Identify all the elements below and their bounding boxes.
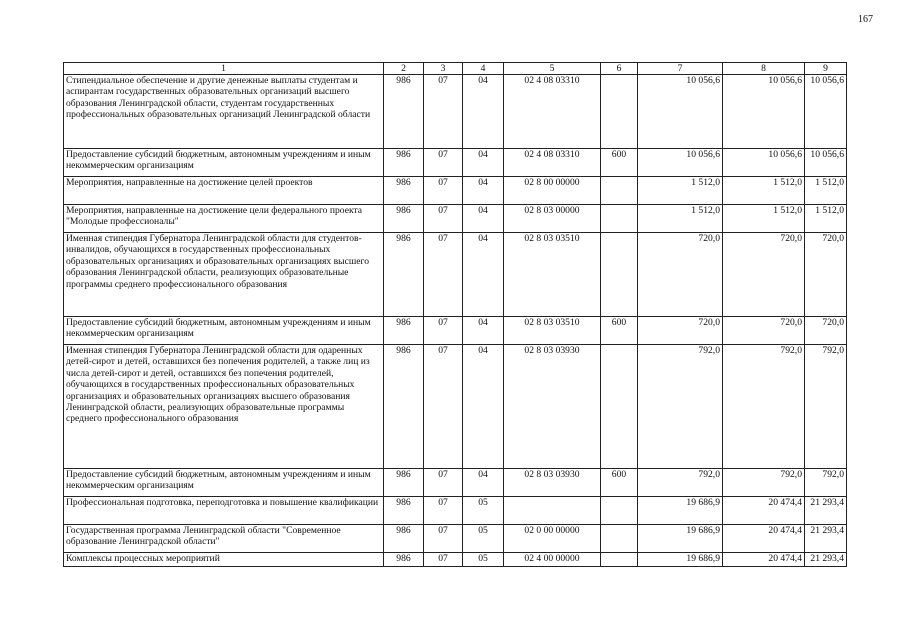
table-row: [64, 469, 847, 497]
row-section: 07: [424, 525, 463, 553]
row-amount-year2: 1 512,0: [723, 205, 805, 233]
row-amount-year3: 792,0: [805, 345, 847, 469]
row-target-code: 02 8 03 03510: [504, 233, 601, 317]
row-admin-code: 986: [384, 149, 424, 177]
table-row: [64, 345, 847, 469]
row-target-code: 02 8 03 03930: [504, 469, 601, 497]
table-row: [64, 317, 847, 345]
row-amount-year2: 1 512,0: [723, 177, 805, 205]
header-col-6: 6: [601, 63, 638, 75]
row-expense-type: [601, 205, 638, 233]
row-expense-type: [601, 525, 638, 553]
page-number: 167: [858, 14, 873, 25]
row-subsection: 04: [463, 469, 504, 497]
row-amount-year3: 720,0: [805, 233, 847, 317]
row-amount-year2: 10 056,6: [723, 75, 805, 149]
row-name: Именная стипендия Губернатора Ленинградской области для одаренных детей-сирот и детей, оставшихся без попечения родителей, а также лиц из числа детей-сирот и детей, оставшихся без попечения родителей, обучающихся в государственных профессиональных образовательных организациях и образовательных организациях высшего образования Ленинградской области, реализующих образовательные программы среднего профессионального образования: [64, 345, 384, 469]
row-amount-year3: 1 512,0: [805, 205, 847, 233]
table-row: [64, 525, 847, 553]
row-amount-year2: 20 474,4: [723, 525, 805, 553]
header-row: [64, 63, 847, 75]
table-row: [64, 233, 847, 317]
row-expense-type: [601, 233, 638, 317]
row-subsection: 04: [463, 149, 504, 177]
row-name: Именная стипендия Губернатора Ленинградской области для студентов-инвалидов, обучающихся в государственных профессиональных образовательных организациях и образовательных организациях высшего образования Ленинградской области, реализующих образовательные программы среднего профессионального образования: [64, 233, 384, 317]
table-row: [64, 497, 847, 525]
row-admin-code: 986: [384, 553, 424, 567]
header-col-5: 5: [504, 63, 601, 75]
row-expense-type: 600: [601, 317, 638, 345]
row-amount-year1: 720,0: [638, 233, 723, 317]
table-row: [64, 205, 847, 233]
row-name: Мероприятия, направленные на достижение цели федерального проекта "Молодые профессионалы": [64, 205, 384, 233]
row-admin-code: 986: [384, 469, 424, 497]
row-name: Стипендиальное обеспечение и другие денежные выплаты студентам и аспирантам государственных образовательных организаций высшего образования Ленинградской области, студентам государственных профессиональных образовательных организаций Ленинградской области: [64, 75, 384, 149]
row-target-code: [504, 497, 601, 525]
row-expense-type: [601, 75, 638, 149]
row-amount-year1: 10 056,6: [638, 75, 723, 149]
row-section: 07: [424, 233, 463, 317]
row-amount-year1: 19 686,9: [638, 553, 723, 567]
row-expense-type: [601, 553, 638, 567]
row-amount-year2: 20 474,4: [723, 553, 805, 567]
row-admin-code: 986: [384, 233, 424, 317]
row-subsection: 05: [463, 525, 504, 553]
row-name: Предоставление субсидий бюджетным, автономным учреждениям и иным некоммерческим организациям: [64, 149, 384, 177]
row-admin-code: 986: [384, 525, 424, 553]
row-target-code: 02 0 00 00000: [504, 525, 601, 553]
row-expense-type: 600: [601, 149, 638, 177]
row-amount-year3: 792,0: [805, 469, 847, 497]
row-amount-year2: 720,0: [723, 233, 805, 317]
row-target-code: 02 4 00 00000: [504, 553, 601, 567]
row-section: 07: [424, 345, 463, 469]
row-expense-type: [601, 345, 638, 469]
row-expense-type: 600: [601, 469, 638, 497]
row-name: Предоставление субсидий бюджетным, автономным учреждениям и иным некоммерческим организациям: [64, 317, 384, 345]
row-target-code: 02 4 08 03310: [504, 149, 601, 177]
header-col-1: 1: [64, 63, 384, 75]
row-amount-year3: 1 512,0: [805, 177, 847, 205]
header-col-9: 9: [805, 63, 847, 75]
row-name: Государственная программа Ленинградской области "Современное образование Ленинградской области": [64, 525, 384, 553]
row-amount-year1: 720,0: [638, 317, 723, 345]
row-target-code: 02 8 00 00000: [504, 177, 601, 205]
row-amount-year1: 792,0: [638, 469, 723, 497]
row-admin-code: 986: [384, 345, 424, 469]
row-section: 07: [424, 497, 463, 525]
header-col-8: 8: [723, 63, 805, 75]
row-amount-year3: 10 056,6: [805, 149, 847, 177]
row-name: Предоставление субсидий бюджетным, автономным учреждениям и иным некоммерческим организациям: [64, 469, 384, 497]
row-section: 07: [424, 177, 463, 205]
row-amount-year2: 792,0: [723, 469, 805, 497]
table-row: [64, 149, 847, 177]
row-amount-year3: 10 056,6: [805, 75, 847, 149]
row-amount-year3: 21 293,4: [805, 525, 847, 553]
row-expense-type: [601, 177, 638, 205]
row-target-code: 02 8 03 03930: [504, 345, 601, 469]
header-col-4: 4: [463, 63, 504, 75]
row-amount-year1: 792,0: [638, 345, 723, 469]
budget-table: [63, 62, 847, 567]
row-name: Профессиональная подготовка, переподготовка и повышение квалификации: [64, 497, 384, 525]
row-section: 07: [424, 553, 463, 567]
table-row: [64, 553, 847, 567]
header-col-2: 2: [384, 63, 424, 75]
row-amount-year1: 10 056,6: [638, 149, 723, 177]
table-row: [64, 177, 847, 205]
table-row: [64, 75, 847, 149]
row-subsection: 05: [463, 497, 504, 525]
header-col-3: 3: [424, 63, 463, 75]
row-target-code: 02 8 03 03510: [504, 317, 601, 345]
row-amount-year1: 19 686,9: [638, 497, 723, 525]
row-amount-year1: 1 512,0: [638, 177, 723, 205]
row-amount-year2: 10 056,6: [723, 149, 805, 177]
row-name: Мероприятия, направленные на достижение целей проектов: [64, 177, 384, 205]
row-amount-year1: 19 686,9: [638, 525, 723, 553]
row-subsection: 04: [463, 345, 504, 469]
row-admin-code: 986: [384, 205, 424, 233]
row-expense-type: [601, 497, 638, 525]
row-subsection: 05: [463, 553, 504, 567]
row-subsection: 04: [463, 177, 504, 205]
row-amount-year1: 1 512,0: [638, 205, 723, 233]
row-admin-code: 986: [384, 317, 424, 345]
row-name: Комплексы процессных мероприятий: [64, 553, 384, 567]
row-subsection: 04: [463, 75, 504, 149]
row-amount-year3: 21 293,4: [805, 553, 847, 567]
row-admin-code: 986: [384, 75, 424, 149]
row-admin-code: 986: [384, 497, 424, 525]
row-section: 07: [424, 469, 463, 497]
row-subsection: 04: [463, 317, 504, 345]
row-amount-year2: 20 474,4: [723, 497, 805, 525]
row-amount-year2: 792,0: [723, 345, 805, 469]
row-target-code: 02 8 03 00000: [504, 205, 601, 233]
row-section: 07: [424, 317, 463, 345]
header-col-7: 7: [638, 63, 723, 75]
row-subsection: 04: [463, 233, 504, 317]
row-section: 07: [424, 149, 463, 177]
row-amount-year2: 720,0: [723, 317, 805, 345]
row-target-code: 02 4 08 03310: [504, 75, 601, 149]
row-amount-year3: 720,0: [805, 317, 847, 345]
row-admin-code: 986: [384, 177, 424, 205]
row-section: 07: [424, 205, 463, 233]
row-subsection: 04: [463, 205, 504, 233]
row-section: 07: [424, 75, 463, 149]
row-amount-year3: 21 293,4: [805, 497, 847, 525]
